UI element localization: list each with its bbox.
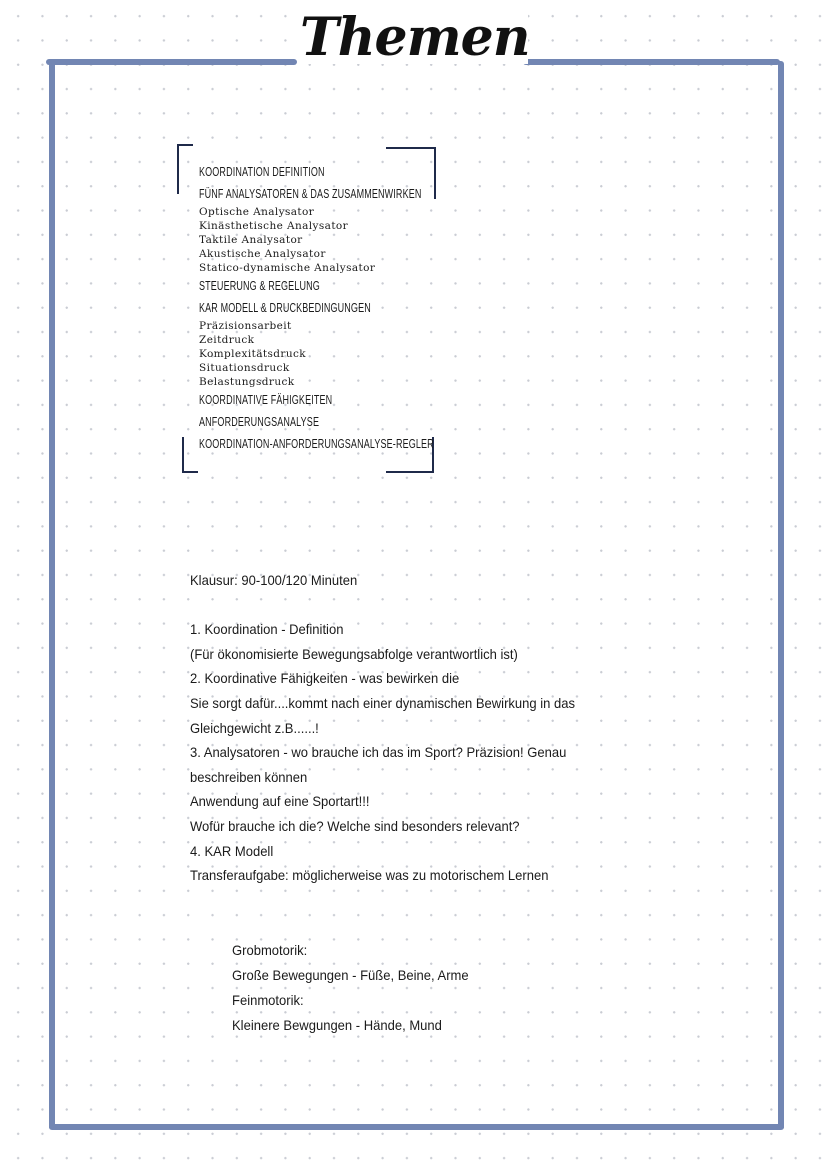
topic-subitem: Taktile Analysator [199, 234, 303, 246]
topic-heading: ANFORDERUNGSANALYSE [199, 415, 320, 429]
note-line: beschreiben können [190, 768, 308, 785]
topic-heading: KOORDINATION-ANFORDERUNGSANALYSE-REGLER [199, 437, 434, 451]
note-line: Sie sorgt dafür....kommt nach einer dynamischen Bewirkung in das [190, 694, 576, 711]
topic-subitem: Statico-dynamische Analysator [199, 262, 376, 274]
motorik-line: Große Bewegungen - Füße, Beine, Arme [232, 967, 469, 983]
topic-list [199, 161, 439, 455]
topic-subitem: Komplexitätsdruck [199, 348, 307, 360]
topic-subitem: Kinästhetische Analysator [199, 220, 349, 232]
motorik-line: Kleinere Bewgungen - Hände, Mund [232, 1017, 442, 1033]
note-line: Gleichgewicht z.B......! [190, 719, 319, 736]
topic-subitem: Akustische Analysator [199, 248, 326, 260]
note-line: Transferaufgabe: möglicherweise was zu motorischem Lernen [190, 867, 549, 884]
note-line: Klausur: 90-100/120 Minuten [190, 572, 358, 588]
motorik-line: Feinmotorik: [232, 992, 304, 1008]
topic-heading: FÜNF ANALYSATOREN & DAS ZUSAMMENWIRKEN [199, 187, 422, 201]
page-title: Themen [300, 7, 530, 68]
topic-subitem: Belastungsdruck [199, 376, 295, 388]
topic-subitem: Situationsdruck [199, 362, 290, 374]
note-line: 2. Koordinative Fähigkeiten - was bewirken die [190, 670, 460, 687]
topic-heading: KOORDINATION DEFINITION [199, 165, 325, 179]
exam-notes [190, 568, 590, 888]
topic-subitem: Zeitdruck [199, 334, 255, 346]
topic-subitem: Optische Analysator [199, 206, 315, 218]
bracket-bottom-left [182, 437, 198, 473]
note-line: 3. Analysatoren - wo brauche ich das im Sport? Präzision! Genau [190, 744, 567, 761]
bracket-top-left [177, 144, 193, 194]
note-line: 4. KAR Modell [190, 842, 274, 859]
topic-heading: KOORDINATIVE FÄHIGKEITEN [199, 393, 333, 407]
note-line: 1. Koordination - Definition [190, 621, 344, 638]
note-line: Wofür brauche ich die? Welche sind besonders relevant? [190, 817, 520, 834]
note-line: (Für ökonomisierte Bewegungsabfolge verantwortlich ist) [190, 645, 518, 662]
topic-subitem: Präzisionsarbeit [199, 320, 292, 332]
motorik-notes [232, 938, 532, 1038]
topic-heading: STEUERUNG & REGELUNG [199, 279, 320, 293]
note-spacer [190, 593, 590, 618]
note-line: Anwendung auf eine Sportart!!! [190, 793, 370, 810]
motorik-line: Grobmotorik: [232, 942, 308, 958]
topic-heading: KAR MODELL & DRUCKBEDINGUNGEN [199, 301, 371, 315]
